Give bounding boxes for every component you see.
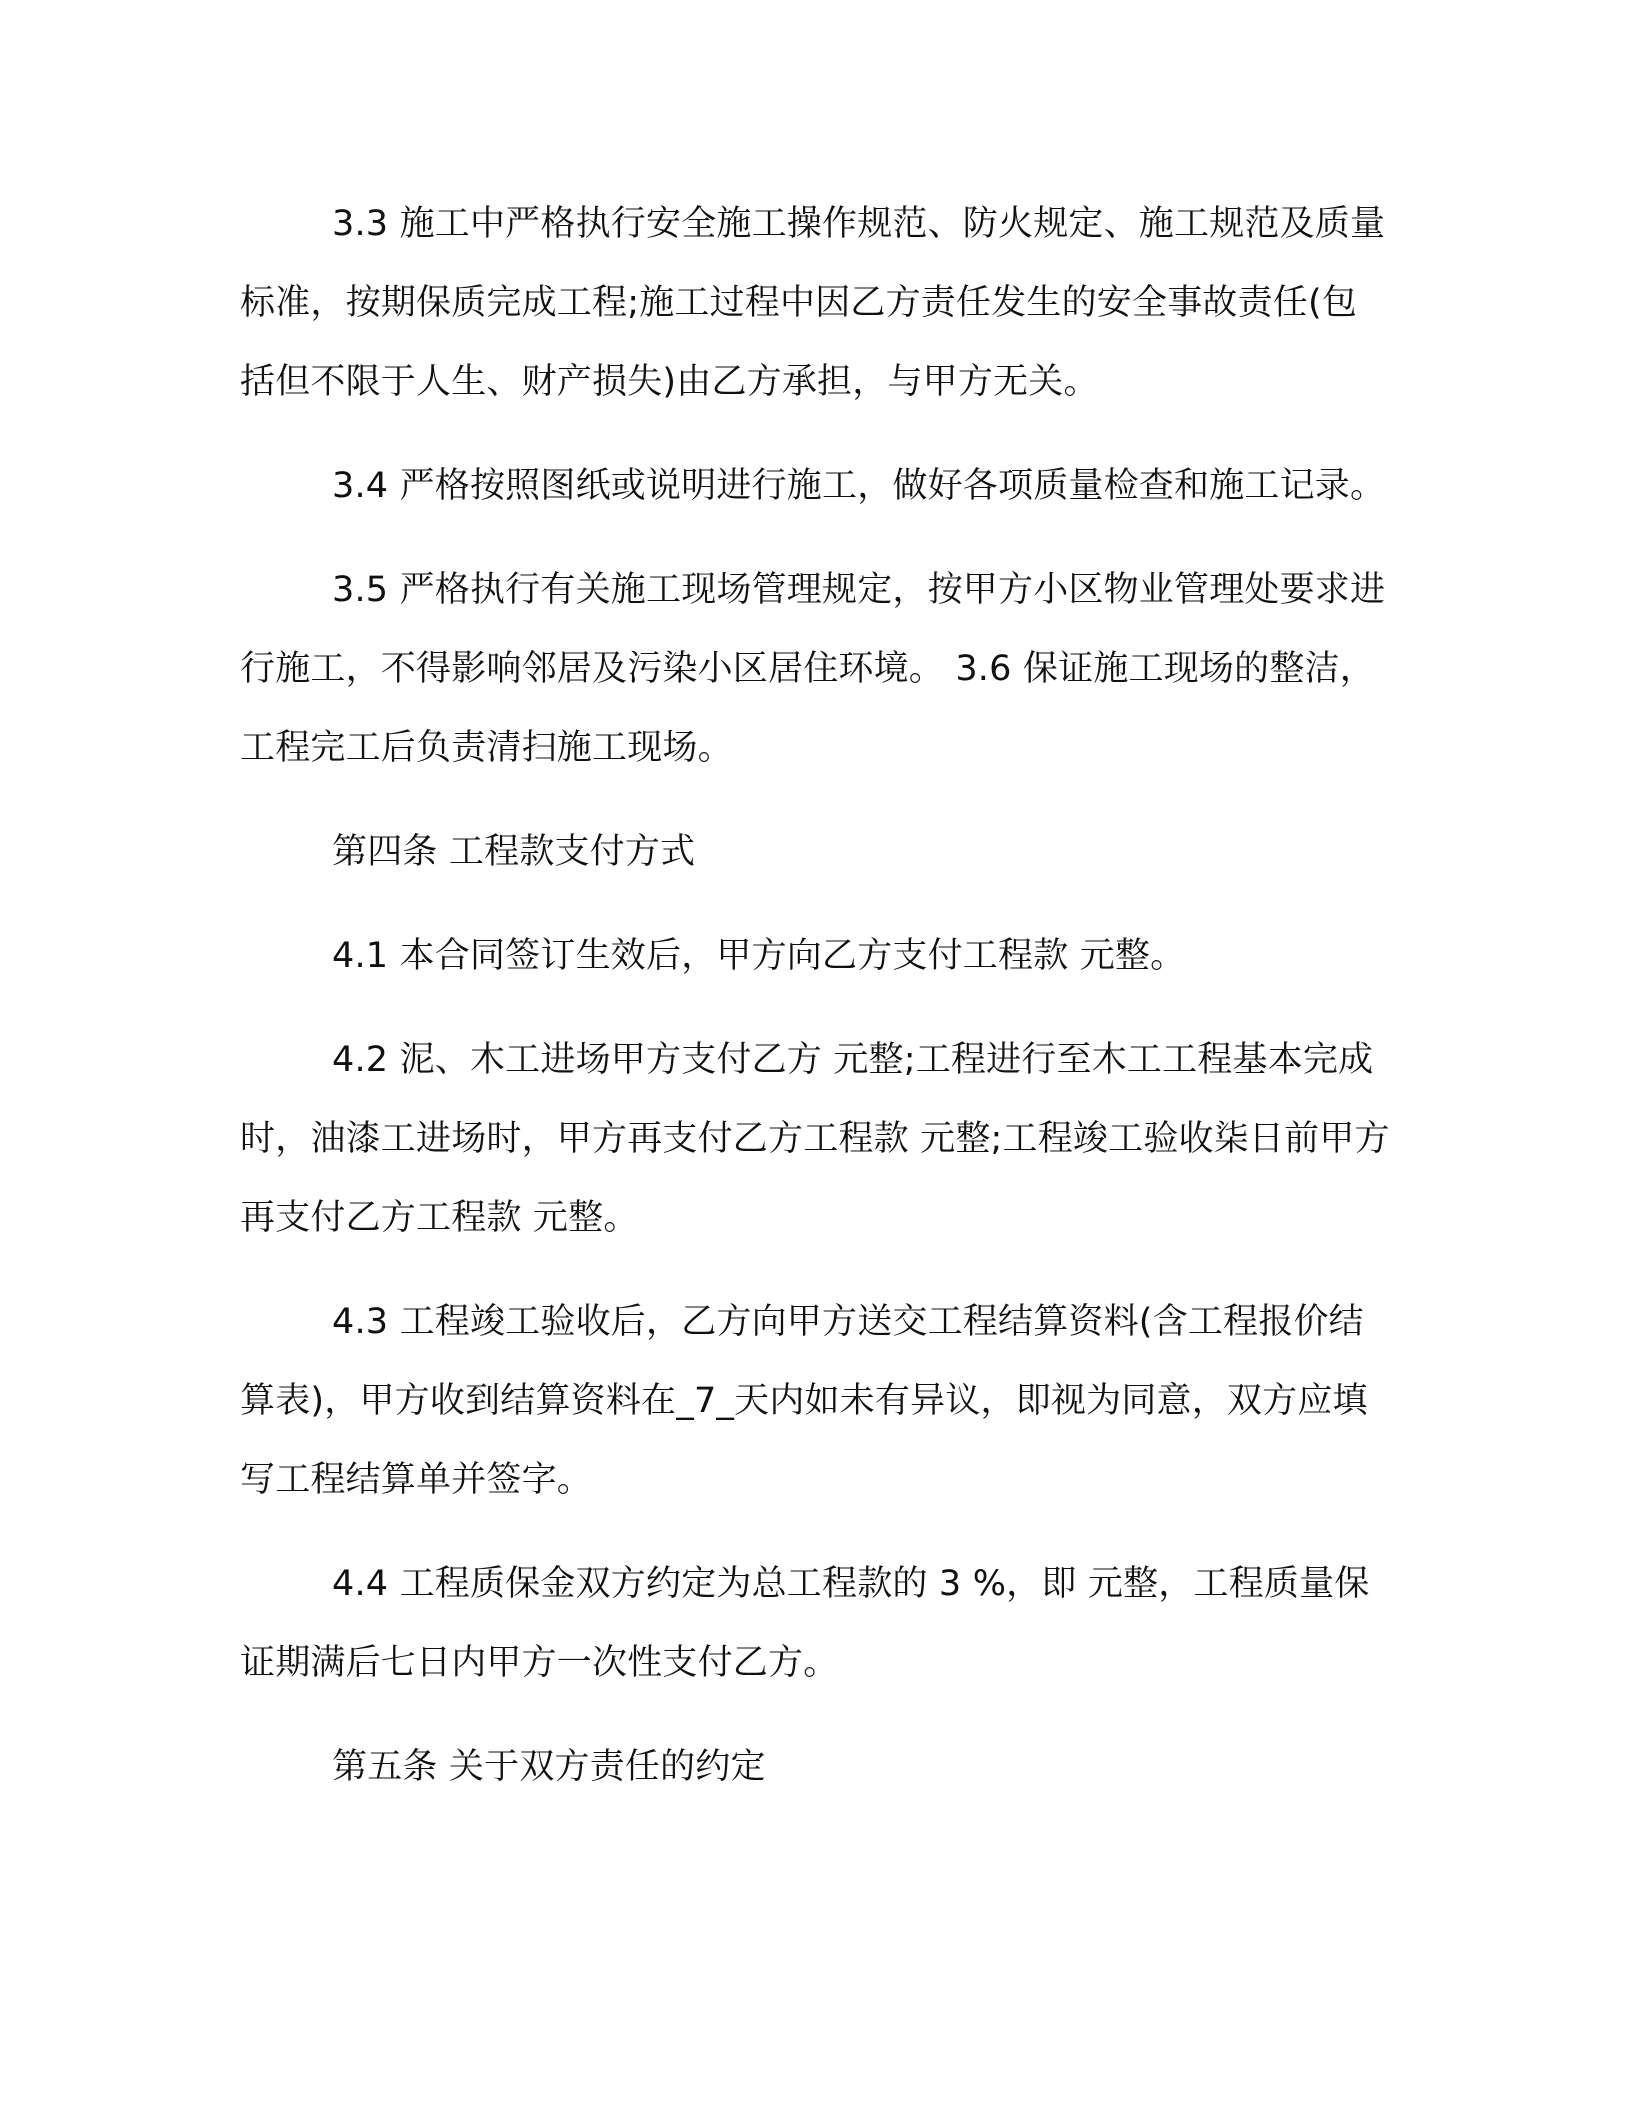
clause-3-4-paragraph: 3.4 严格按照图纸或说明进行施工，做好各项质量检查和施工记录。 [332, 466, 1386, 506]
clause-3-3-paragraph: 3.3 施工中严格执行安全施工操作规范、防火规定、施工规范及质量标准，按期保质完成工程;施工过程中因乙方责任发生的安全事故责任(包括但不限于人生、财产损失)由乙方承担，与甲方无关。 [240, 204, 1386, 402]
clause-4-1-paragraph: 4.1 本合同签订生效后，甲方向乙方支付工程款 元整。 [332, 936, 1186, 976]
clause-4-2-paragraph: 4.2 泥、木工进场甲方支付乙方 元整;工程进行至木工工程基本完成时，油漆工进场时，甲方再支付乙方工程款 元整;工程竣工验收柒日前甲方再支付乙方工程款 元整。 [240, 1040, 1390, 1238]
article-5-heading: 第五条 关于双方责任的约定 [332, 1747, 766, 1787]
clause-4-3-paragraph: 4.3 工程竣工验收后，乙方向甲方送交工程结算资料(含工程报价结算表)，甲方收到结算资料在_7_天内如未有异议，即视为同意，双方应填写工程结算单并签字。 [240, 1302, 1368, 1500]
clause-4-4-paragraph: 4.4 工程质保金双方约定为总工程款的 3 %，即 元整，工程质量保证期满后七日内甲方一次性支付乙方。 [240, 1564, 1370, 1683]
document-body [240, 185, 1390, 1832]
article-4-heading: 第四条 工程款支付方式 [332, 832, 696, 872]
clause-3-5-paragraph: 3.5 严格执行有关施工现场管理规定，按甲方小区物业管理处要求进行施工，不得影响邻居及污染小区居住环境。 3.6 保证施工现场的整洁，工程完工后负责清扫施工现场。 [240, 570, 1386, 768]
